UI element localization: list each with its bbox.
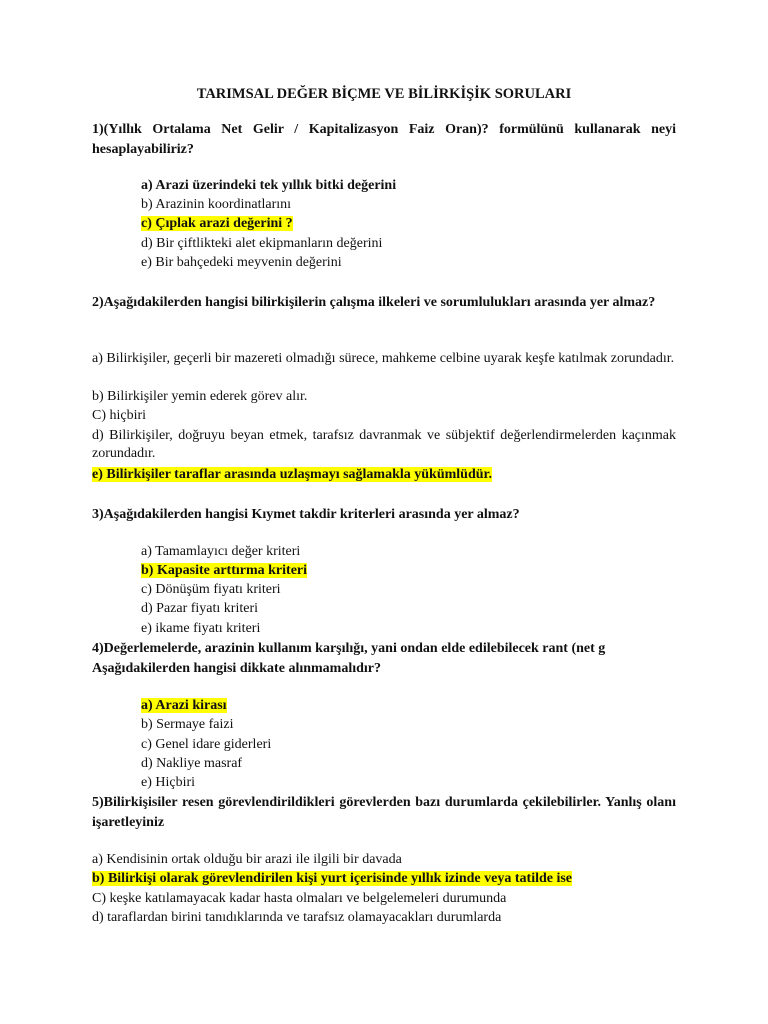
q2-option-c: C) hiçbiri — [92, 408, 147, 423]
q2-option-e — [92, 465, 492, 484]
q1-option-a: a) Arazi üzerindeki tek yıllık bitki değerini — [141, 178, 397, 193]
q3-option-b — [141, 561, 307, 580]
q5-option-b — [92, 869, 572, 888]
q4-option-c: c) Genel idare giderleri — [141, 737, 272, 752]
question-1: 1)(Yıllık Ortalama Net Gelir / Kapitalizasyon Faiz Oran)? formülünü kullanarak neyi hesaplayabiliriz? — [92, 122, 676, 157]
q1-option-e: e) Bir bahçedeki meyvenin değerini — [141, 255, 342, 270]
q4-correct-answer: a) Arazi kirası — [141, 698, 227, 713]
q1-correct-answer: c) Çıplak arazi değerini ? — [141, 216, 293, 231]
q2-option-d: d) Bilirkişiler, doğruyu beyan etmek, tarafsız davranmak ve sübjektif değerlendirmelerden kaçınmak zorundadır. — [92, 428, 676, 461]
q4-option-a — [141, 696, 227, 715]
q3-option-a: a) Tamamlayıcı değer kriteri — [141, 544, 301, 559]
q1-option-b: b) Arazinin koordinatlarını — [141, 197, 292, 212]
q5-option-c: C) keşke katılamayacak kadar hasta olmaları ve belgelemeleri durumunda — [92, 891, 507, 906]
q3-option-d: d) Pazar fiyatı kriteri — [141, 601, 259, 616]
question-3: 3)Aşağıdakilerden hangisi Kıymet takdir kriterleri arasında yer almaz? — [92, 507, 520, 522]
q2-correct-answer: e) Bilirkişiler taraflar arasında uzlaşmayı sağlamakla yükümlüdür. — [92, 467, 492, 482]
q5-option-a: a) Kendisinin ortak olduğu bir arazi ile ilgili bir davada — [92, 852, 402, 867]
q3-option-e: e) ikame fiyatı kriteri — [141, 621, 261, 636]
q5-correct-answer: b) Bilirkişi olarak görevlendirilen kişi yurt içerisinde yıllık izinde veya tatilde ise — [92, 871, 573, 886]
question-4-line-1: 4)Değerlemelerde, arazinin kullanım karşılığı, yani ondan elde edilebilecek rant (net g — [92, 641, 606, 656]
document-title: TARIMSAL DEĞER BİÇME VE BİLİRKİŞİK SORULARI — [196, 86, 572, 102]
q3-option-c: c) Dönüşüm fiyatı kriteri — [141, 582, 281, 597]
q1-option-c — [141, 214, 293, 233]
q2-option-b: b) Bilirkişiler yemin ederek görev alır. — [92, 389, 308, 404]
question-4-line-2: Aşağıdakilerden hangisi dikkate alınmamalıdır? — [92, 661, 381, 676]
q4-option-b: b) Sermaye faizi — [141, 717, 234, 732]
q4-option-d: d) Nakliye masraf — [141, 756, 243, 771]
q2-option-a: a) Bilirkişiler, geçerli bir mazereti olmadığı sürece, mahkeme celbine uyarak keşfe katılmak zorundadır. — [92, 351, 675, 366]
q5-option-d: d) taraflardan birini tanıdıklarında ve tarafsız olamayacakları durumlarda — [92, 910, 502, 925]
q1-option-d: d) Bir çiftlikteki alet ekipmanların değerini — [141, 236, 383, 251]
q4-option-e: e) Hiçbiri — [141, 775, 196, 790]
q3-correct-answer: b) Kapasite arttırma kriteri — [141, 563, 308, 578]
question-2: 2)Aşağıdakilerden hangisi bilirkişilerin çalışma ilkeleri ve sorumlulukları arasında yer almaz? — [92, 295, 656, 310]
question-5: 5)Bilirkişisiler resen görevlendirildikleri görevlerden bazı durumlarda çekilebilirler. Yanlış olanı işaretleyiniz — [92, 795, 676, 830]
